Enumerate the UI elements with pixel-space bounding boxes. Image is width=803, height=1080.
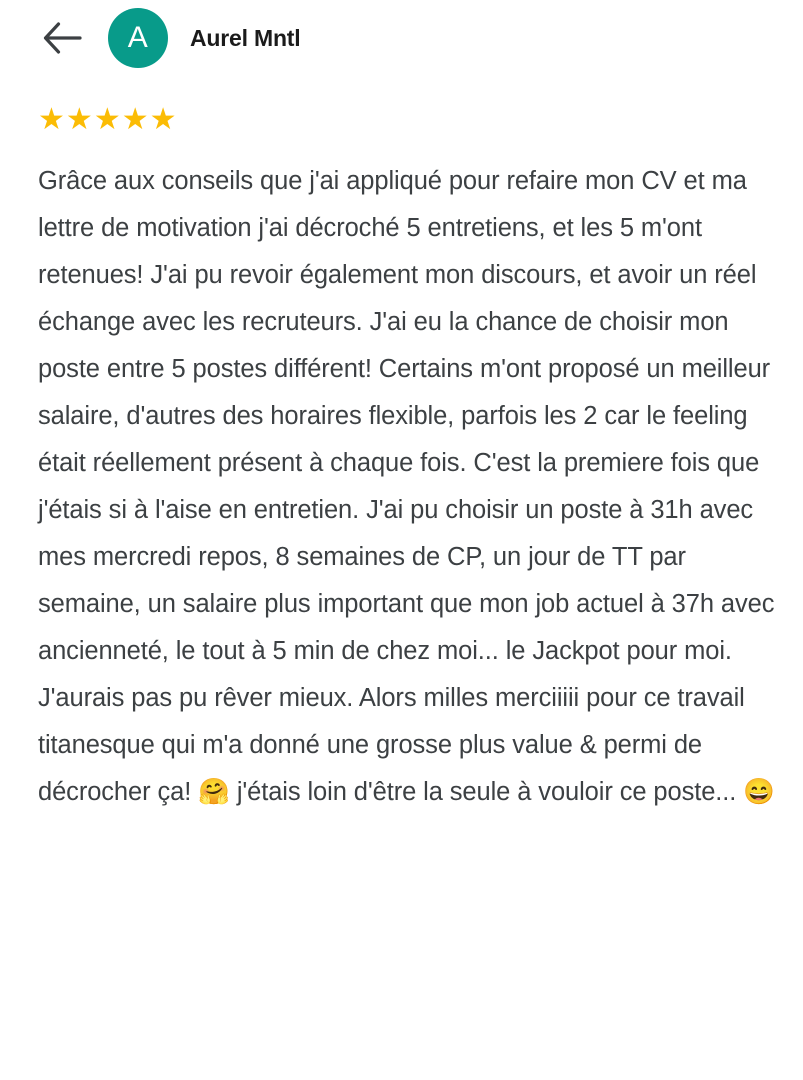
review-header: [0, 0, 803, 68]
star-rating: [38, 104, 803, 136]
back-button[interactable]: [36, 12, 88, 64]
author-name: Aurel Mntl: [190, 24, 301, 51]
review-text: Grâce aux conseils que j'ai appliqué pour refaire mon CV et ma lettre de motivation j'ai décroché 5 entretiens, et les 5 m'ont retenues! J'ai pu revoir également mon discours, et avoir un réel échange avec les recruteurs. J'ai eu la chance de choisir mon poste entre 5 postes différent! Certains m'ont proposé un meilleur salaire, d'autres des horaires flexible, parfois les 2 car le feeling était réellement présent à chaque fois. C'est la premiere fois que j'étais si à l'aise en entretien. J'ai pu choisir un poste à 31h avec mes mercredi repos, 8 semaines de CP, un jour de TT par semaine, un salaire plus important que mon job actuel à 37h avec ancienneté, le tout à 5 min de chez moi... le Jackpot pour moi. J'aurais pas pu rêver mieux. Alors milles merciiiii pour ce travail titanesque qui m'a donné une grosse plus value & permi de décrocher ça! 🤗 j'étais loin d'être la seule à vouloir ce poste... 😄: [38, 167, 782, 806]
avatar: [108, 8, 168, 68]
star-icon-2: ★: [65, 103, 94, 136]
star-icon-3: ★: [93, 103, 122, 136]
avatar-initial: A: [127, 21, 149, 54]
star-icon-1: ★: [38, 103, 66, 136]
star-icon-5: ★: [149, 103, 178, 136]
arrow-left-icon: [42, 21, 82, 55]
star-icon-4: ★: [121, 103, 150, 136]
